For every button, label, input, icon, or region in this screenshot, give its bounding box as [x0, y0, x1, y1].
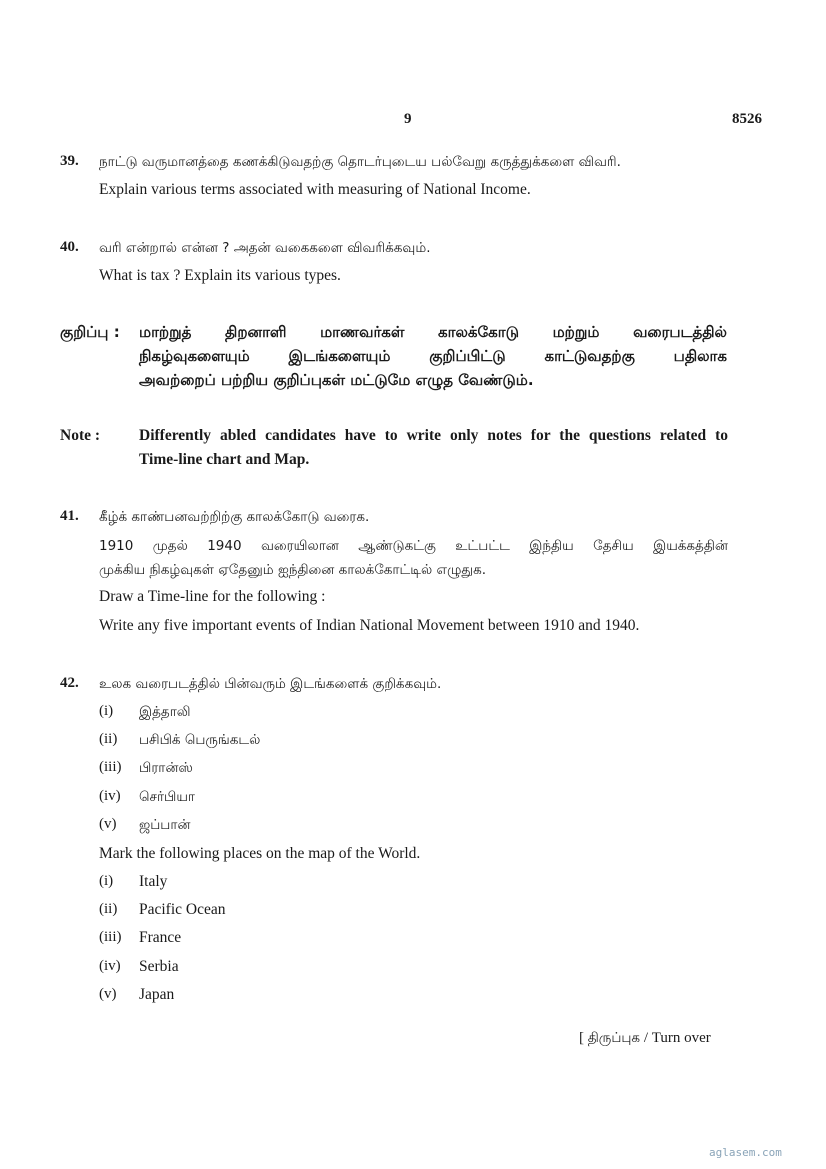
- footer-english: Turn over: [651, 1030, 711, 1046]
- english-item-text: Serbia: [139, 958, 179, 975]
- question-41-tamil-line-2: முக்கிய நிகழ்வுகள் ஏதேனும் ஐந்தினை காலக்கோட்டில் எழுதுக.: [99, 562, 487, 578]
- paper-code: 8526: [732, 111, 762, 127]
- question-41-tamil-line-1: 1910 முதல் 1940 வரையிலான ஆண்டுகட்கு உட்பட்ட இந்திய தேசிய இயக்கத்தின்: [99, 538, 728, 554]
- question-number-39: 39.: [60, 153, 79, 169]
- question-40-tamil: வரி என்றால் என்ன ? அதன் வகைகளை விவரிக்கவும்.: [99, 240, 431, 256]
- english-item-label: (v): [99, 986, 117, 1002]
- english-item-label: (iii): [99, 929, 122, 945]
- footer-separator: /: [643, 1030, 648, 1046]
- tamil-item-label: (i): [99, 703, 114, 719]
- watermark: aglasem.com: [709, 1146, 782, 1159]
- question-42-english: Mark the following places on the map of the World.: [99, 845, 421, 862]
- tamil-item-text: செர்பியா: [139, 789, 195, 805]
- question-39-tamil: நாட்டு வருமானத்தை கணக்கிடுவதற்கு தொடர்புடைய பல்வேறு கருத்துக்களை விவரி.: [99, 154, 621, 170]
- english-note-label: Note :: [60, 427, 101, 444]
- question-number-42: 42.: [60, 675, 79, 691]
- tamil-item-label: (iii): [99, 759, 122, 775]
- english-item-label: (i): [99, 873, 114, 889]
- english-note-line-2: Time-line chart and Map.: [139, 451, 310, 468]
- question-41-english-body: Write any five important events of Indian National Movement between 1910 and 1940.: [99, 617, 640, 634]
- tamil-item-text: பிரான்ஸ்: [139, 760, 193, 776]
- english-item-label: (ii): [99, 901, 118, 917]
- tamil-note-label: குறிப்பு :: [60, 323, 120, 341]
- question-number-41: 41.: [60, 508, 79, 524]
- tamil-item-text: இத்தாலி: [139, 704, 191, 720]
- question-40-english: What is tax ? Explain its various types.: [99, 267, 341, 284]
- question-39-english: Explain various terms associated with measuring of National Income.: [99, 181, 531, 198]
- english-note-line-1: Differently abled candidates have to write only notes for the questions related to: [139, 427, 728, 444]
- tamil-item-text: பசிபிக் பெருங்கடல்: [139, 732, 261, 748]
- tamil-note-line-2: நிகழ்வுகளையும் இடங்களையும் குறிப்பிட்டு காட்டுவதற்கு பதிலாக: [139, 347, 727, 365]
- turn-over-footer: [579, 1030, 711, 1048]
- english-item-text: Italy: [139, 873, 168, 890]
- tamil-item-label: (ii): [99, 731, 118, 747]
- tamil-note-line-1: மாற்றுத் திறனாளி மாணவர்கள் காலக்கோடு மற்றும் வரைபடத்தில்: [139, 323, 727, 341]
- tamil-item-text: ஜப்பான்: [139, 817, 191, 833]
- english-item-text: Japan: [139, 986, 175, 1003]
- english-item-text: Pacific Ocean: [139, 901, 226, 918]
- english-item-text: France: [139, 929, 182, 946]
- tamil-item-label: (iv): [99, 788, 121, 804]
- page-number: 9: [404, 111, 412, 127]
- footer-bracket: [: [579, 1030, 584, 1046]
- question-42-tamil: உலக வரைபடத்தில் பின்வரும் இடங்களைக் குறிக்கவும்.: [99, 676, 442, 692]
- question-41-tamil-heading: கீழ்க் காண்பனவற்றிற்கு காலக்கோடு வரைக.: [99, 509, 370, 525]
- question-number-40: 40.: [60, 239, 79, 255]
- english-item-label: (iv): [99, 958, 121, 974]
- tamil-item-label: (v): [99, 816, 117, 832]
- question-41-english-heading: Draw a Time-line for the following :: [99, 588, 326, 605]
- footer-tamil: திருப்புக: [587, 1030, 641, 1046]
- tamil-note-line-3: அவற்றைப் பற்றிய குறிப்புகள் மட்டுமே எழுத வேண்டும்.: [139, 371, 534, 389]
